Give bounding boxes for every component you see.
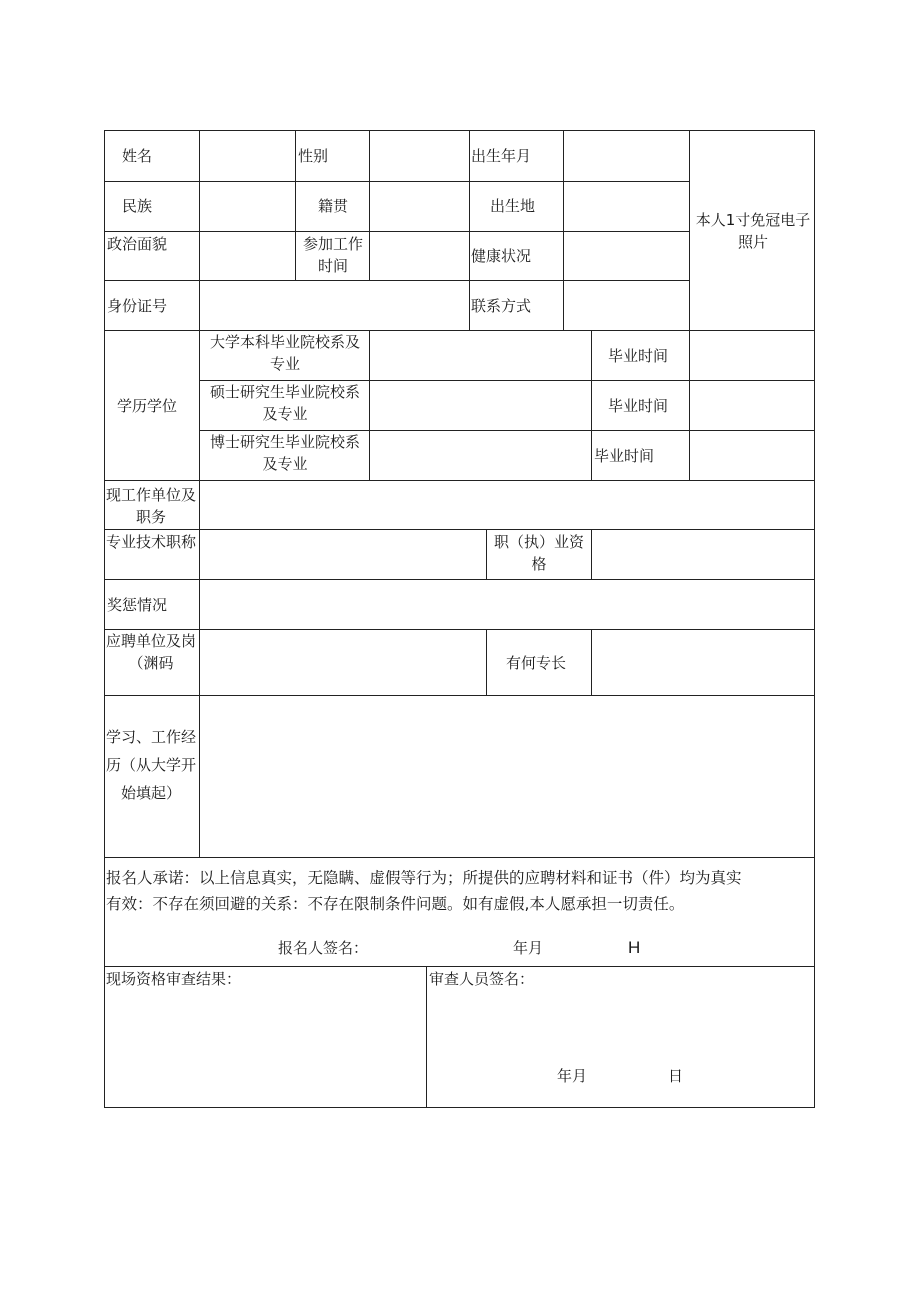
- education-label: 学历学位: [117, 397, 178, 415]
- photo-field[interactable]: [690, 131, 814, 330]
- current-unit-label: 现工作单位及职务: [106, 486, 197, 526]
- master-label: 硕士研究生毕业院校系及专业: [209, 383, 360, 423]
- qualification-label: 职（执）业资格: [493, 533, 584, 573]
- specialty-label: 有何专长: [506, 654, 567, 672]
- grad-time-label-2: 毕业时间: [608, 397, 669, 415]
- row-line: [104, 857, 815, 858]
- rewards-field[interactable]: [200, 580, 814, 629]
- apply-unit-label: 应聘单位及岗（渊码: [106, 632, 197, 672]
- specialty-field[interactable]: [592, 630, 814, 695]
- gender-label: 性别: [298, 147, 329, 165]
- apply-unit-field[interactable]: [200, 630, 486, 695]
- name-label: 姓名: [122, 147, 153, 165]
- birthplace-field[interactable]: [564, 182, 689, 231]
- master-grad-time-field[interactable]: [690, 381, 814, 430]
- border-left: [104, 130, 105, 1108]
- native-place-label: 籍贯: [318, 197, 349, 215]
- year-month-1: 年月: [513, 939, 544, 957]
- reviewer-sign-label: 审查人员签名：: [429, 970, 535, 988]
- col-line: [469, 130, 470, 331]
- resume-field[interactable]: [200, 696, 814, 857]
- pledge-line-1: 报名人承诺：以上信息真实，无隐瞒、虚假等行为；所提供的应聘材料和证书（件）均为真实: [106, 869, 742, 887]
- day-1: H: [628, 938, 641, 957]
- resume-label: 学习、工作经历（从大学开始填起）: [106, 728, 197, 802]
- id-number-field[interactable]: [200, 281, 469, 330]
- grad-time-label-1: 毕业时间: [608, 347, 669, 365]
- political-status-label: 政治面貌: [107, 235, 168, 253]
- border-right: [814, 130, 815, 1108]
- col-line: [591, 330, 592, 481]
- col-line: [486, 629, 487, 696]
- professional-title-label: 专业技术职称: [106, 533, 197, 551]
- birth-date-label: 出生年月: [471, 147, 532, 165]
- health-field[interactable]: [564, 232, 689, 280]
- reviewer-sign-field[interactable]: [427, 990, 814, 1060]
- bachelor-field[interactable]: [370, 331, 591, 380]
- master-field[interactable]: [370, 381, 591, 430]
- contact-label: 联系方式: [471, 297, 532, 315]
- work-start-label: 参加工作时间: [302, 235, 363, 275]
- applicant-sign-label: 报名人签名：: [278, 939, 369, 957]
- photo-placeholder: 本人1寸免冠电子照片: [695, 211, 811, 251]
- name-field[interactable]: [200, 131, 295, 181]
- bachelor-grad-time-field[interactable]: [690, 331, 814, 380]
- pledge-line-2: 有效：不存在须回避的关系：不存在限制条件问题。如有虚假,本人愿承担一切责任。: [106, 895, 685, 913]
- row-line: [104, 966, 815, 967]
- border-bottom: [104, 1107, 815, 1108]
- review-result-label: 现场资格审查结果：: [106, 970, 242, 988]
- ethnicity-field[interactable]: [200, 182, 295, 231]
- day-2: 日: [668, 1067, 684, 1085]
- contact-field[interactable]: [564, 281, 689, 330]
- review-result-field[interactable]: [105, 990, 426, 1107]
- gender-field[interactable]: [370, 131, 469, 181]
- doctor-grad-time-field[interactable]: [690, 431, 814, 480]
- bachelor-label: 大学本科毕业院校系及专业: [209, 333, 360, 373]
- ethnicity-label: 民族: [122, 197, 153, 215]
- col-line: [486, 529, 487, 580]
- year-month-2: 年月: [557, 1067, 588, 1085]
- professional-title-field[interactable]: [200, 530, 486, 579]
- rewards-label: 奖惩情况: [107, 596, 168, 614]
- qualification-field[interactable]: [592, 530, 814, 579]
- id-number-label: 身份证号: [107, 297, 168, 315]
- work-start-field[interactable]: [370, 232, 469, 280]
- political-status-field[interactable]: [200, 232, 295, 280]
- grad-time-label-3: 毕业时间: [594, 447, 655, 465]
- doctor-field[interactable]: [370, 431, 591, 480]
- col-line: [295, 130, 296, 281]
- health-label: 健康状况: [471, 247, 532, 265]
- doctor-label: 博士研究生毕业院校系及专业: [209, 433, 360, 473]
- native-place-field[interactable]: [370, 182, 469, 231]
- birth-date-field[interactable]: [564, 131, 689, 181]
- birthplace-label: 出生地: [490, 197, 536, 215]
- current-unit-field[interactable]: [200, 481, 814, 529]
